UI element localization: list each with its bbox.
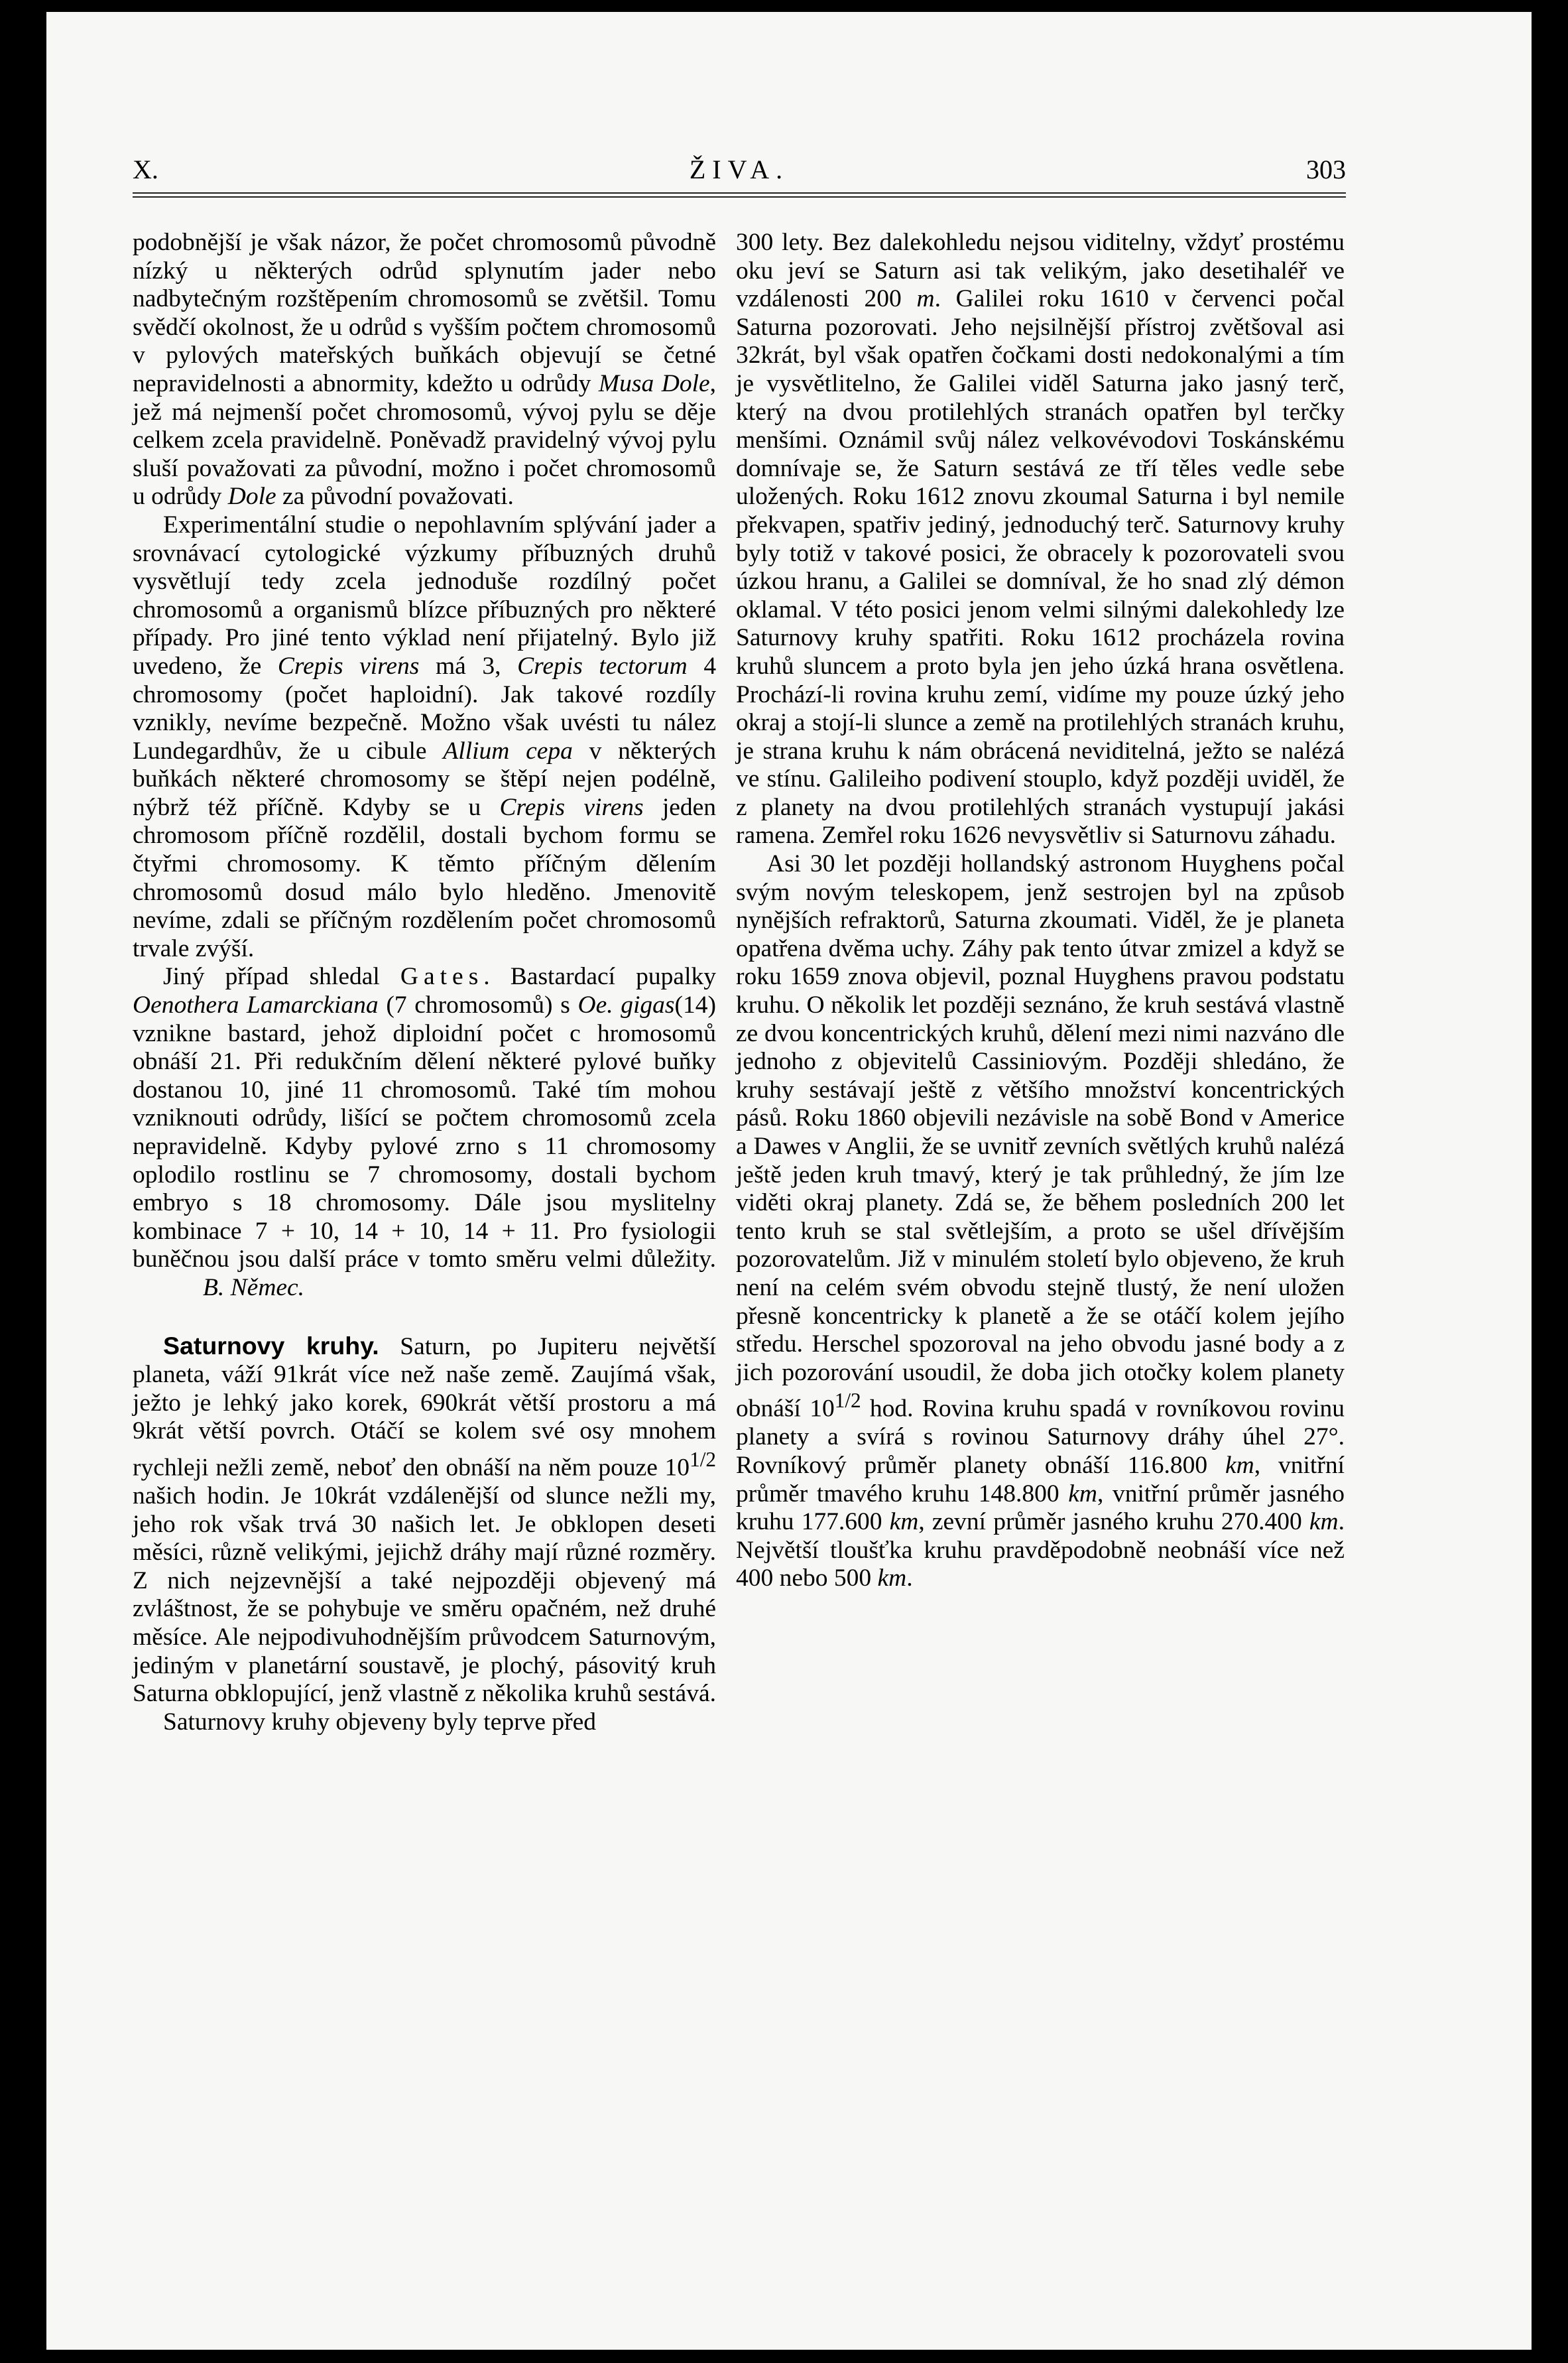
paragraph: Experimentální studie o nepohlavním splývání jader a srovnávací cytologické výzkumy příbuzných druhů vysvětlují tedy zcela jednoduše rozdílný počet chromosomů a organismů blízce příbuzných pro některé případy. Pro jiné tento výklad není přijatelný. Bylo již uvedeno, že Crepis virens má 3, Crepis tectorum 4 chromosomy (počet haploidní). Jak takové rozdíly vznikly, nevíme bezpečně. Možno však uvésti tu nález Lundegardhův, že u cibule Allium cepa v některých buňkách některé chromosomy se štěpí nejen podélně, nýbrž též příčně. Kdyby se u Crepis virens jeden chromosom příčně rozdělil, dostali bychom formu se čtyřmi chromosomy. K těmto příčným dělením chromosomů dosud málo bylo hleděno. Jmenovitě nevíme, zdali se příčným rozdělením počet chromosomů trvale zvýší. bbox=[133, 511, 717, 962]
journal-title: ŽIVA. bbox=[689, 155, 790, 184]
paragraph: Saturnovy kruhy objeveny byly teprve před bbox=[163, 1708, 596, 1736]
paragraph: Jiný případ shledal Gates. Bastardací pupalky Oenothera Lamarckiana (7 chromosomů) s Oe. gigas(14) vznikne bastard, jehož diploidní počet c hromosomů obnáší 21. Při redukčním dělení některé pylové buňky dostanou 10, jiné 11 chromosomů. Také tím mohou vzniknouti odrůdy, lišící se počtem chromosomů zcela nepravidelně. Kdyby pylové zrno s 11 chromosomy oplodilo rostlinu se 7 chromosomy, dostali bychom embryo s 18 chromosomy. Dále jsou myslitelny kombinace 7 + 10, 14 + 10, 14 + 11. Pro fysiologii buněčnou jsou další práce v tomto směru velmi důležity. B. Němec. bbox=[133, 963, 717, 1301]
paragraph: Asi 30 let později hollandský astronom Huyghens počal svým novým teleskopem, jenž sestrojen byl na způsob nynějších refraktorů, Saturna zkoumati. Viděl, že je planeta opatřena dvěma uchy. Záhy pak tento útvar zmizel a když se roku 1659 znova objevil, poznal Huyghens pravou podstatu kruhu. O několik let později seznáno, že kruh sestává vlastně ze dvou koncentrických kruhů, dělení mezi nimi nazváno dle jednoho z objevitelů Cassiniovým. Později shledáno, že kruhy sestávají ještě z většího množství koncentrických pásů. Roku 1860 objevili nezávisle na sobě Bond v Americe a Dawes v Anglii, že se uvnitř zevních světlých kruhů nalézá ještě jeden kruh tmavý, který je tak průhledný, že jím lze viděti okraj planety. Zdá se, že během posledních 200 let tento kruh se stal světlejším, a proto se ušel dřívějším pozorovatelům. Již v minulém století bylo objeveno, že kruh není na celém svém obvodu stejně tlustý, že není uložen přesně koncentricky k planetě a že se otáčí kolem jejího středu. Herschel spozoroval na jeho obvodu jasné body a z jich pozorování usoudil, že doba jich otočky kolem planety obnáší $10^{1/2}$ hod. Rovina kruhu spadá v rovníkovou rovinu planety a svírá s rovinou Saturnovy dráhy úhel 27°. Rovníkový průměr planety obnáší 116.800 km, vnitřní průměr tmavého kruhu 148.800 km, vnitřní průměr jasného kruhu 177.600 km, zevní průměr jasného kruhu 270.400 km. Největší tloušťka kruhu pravděpodobně neobnáší více než 400 nebo 500 km. bbox=[736, 850, 1345, 1592]
left-column bbox=[133, 229, 716, 1736]
running-header bbox=[133, 154, 1346, 194]
paragraph: Saturnovy kruhy. Saturn, po Jupiteru největší planeta, váží 91krát více než naše země. Zaujímá však, ježto je lehký jako korek, 690krát větší prostoru a má 9krát větší povrch. Otáčí se kolem své osy mnohem rychleji nežli země, neboť den obnáší na něm pouze $10^{1/2}$ našich hodin. Je 10krát vzdálenější od slunce nežli my, jeho rok však trvá 30 našich let. Je obklopen deseti měsíci, různě velikými, jejichž dráhy mají různé rozměry. Z nich nejzevnější a také nejpozději objevený má zvláštnost, že se pohybuje ve směru opačném, než druhé měsíce. Ale nejpodivuhodnějším průvodcem Saturnovým, jediným v planetární soustavě, je plochý, pásovitý kruh Saturna obklopující, jenž vlastně z několika kruhů sestává. bbox=[133, 1331, 716, 1708]
page-number: 303 bbox=[1306, 155, 1346, 184]
author-signature: B. Němec. bbox=[203, 1273, 305, 1301]
paragraph: 300 lety. Bez dalekohledu nejsou viditelny, vždyť prostému oku jeví se Saturn asi tak velikým, jako desetihaléř ve vzdálenosti 200 m. Galilei roku 1610 v červenci počal Saturna pozorovati. Jeho nejsilnější přístroj zvětšoval asi 32krát, byl však opatřen čočkami dosti nedokonalými a tím je vysvětlitelno, že Galilei viděl Saturna jako jasný terč, který na dvou protilehlých stranách opatřen byl terčky menšími. Oznámil svůj nález velkovévodovi Toskánskému domnívaje se, že Saturn sestává ze tří těles vedle sebe uložených. Roku 1612 znovu zkoumal Saturna i byl nemile překvapen, spatřiv jediný, jednoduchý terč. Saturnovy kruhy byly totiž v takové posici, že obracely k pozorovateli svou úzkou hranu, a Galilei se domníval, že ho snad zlý démon oklamal. V této posici jenom velmi silnými dalekohledy lze Saturnovy kruhy spatřiti. Roku 1612 procházela rovina kruhů sluncem a proto byla jen jeho úzká hrana osvětlena. Prochází-li rovina kruhu zemí, vidíme my pouze úzký jeho okraj a stojí-li slunce a země na protilehlých stranách kruhu, je strana kruhu k nám obrácená neviditelná, ježto se nalézá ve stínu. Galileiho podivení stouplo, když později uviděl, že z planety na dvou protilehlých stranách vystupují jakási ramena. Zemřel roku 1626 nevysvětliv si Saturnovu záhadu. bbox=[736, 229, 1345, 850]
paragraph: podobnější je však názor, že počet chromosomů původně nízký u některých odrůd splynutím jader nebo nadbytečným rozštěpením chromosomů se zvětšil. Tomu svědčí okolnost, že u odrůd s vyšším počtem chromosomů v pylových mateřských buňkách objevují se četné nepravidelnosti a abnormity, kdežto u odrůdy Musa Dole, jež má nejmenší počet chromosomů, vývoj pylu se děje celkem zcela pravidelně. Poněvadž pravidelný vývoj pylu sluší považovati za původní, možno i počet chromosomů u odrůdy Dole za původní považovati. bbox=[133, 229, 717, 511]
section-title: Saturnovy kruhy. bbox=[163, 1331, 379, 1360]
volume-number: X. bbox=[133, 155, 158, 184]
header-rule bbox=[133, 192, 1346, 198]
right-column bbox=[736, 229, 1345, 1593]
